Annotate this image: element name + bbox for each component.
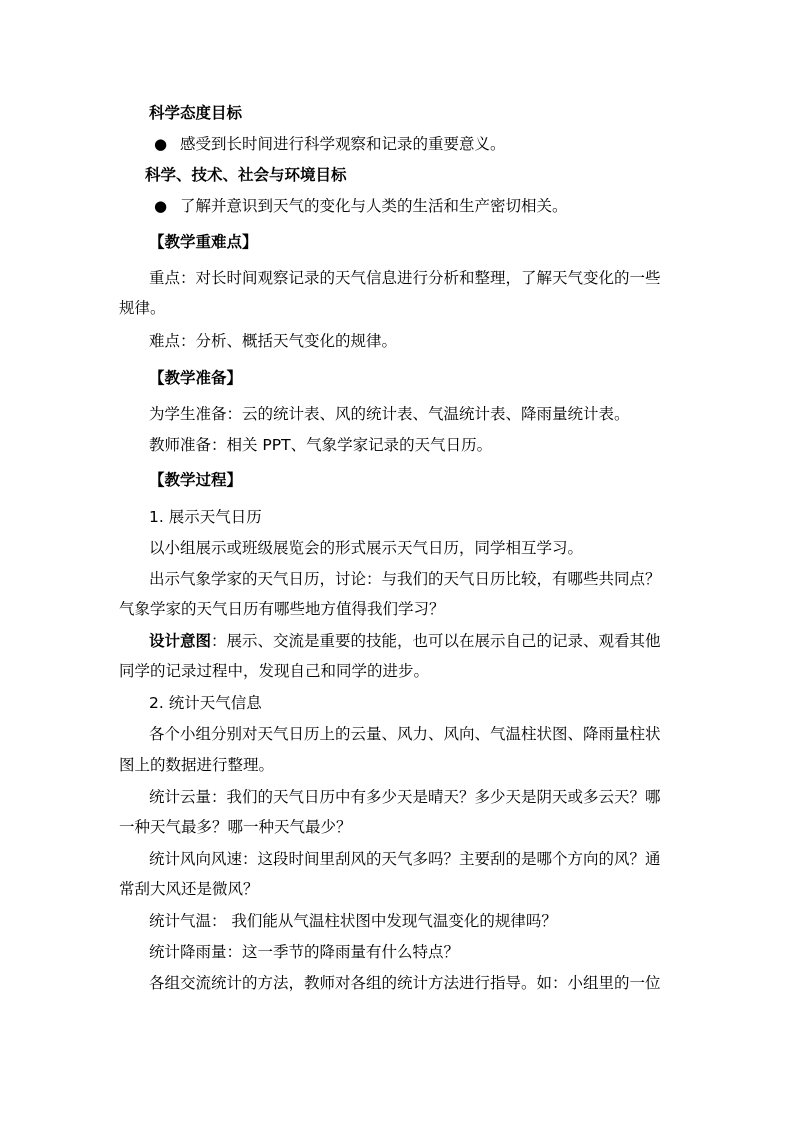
design-intent-line-1 <box>149 630 661 652</box>
key-point-line-2: 规律。 <box>119 299 166 317</box>
step1-paragraph-2-line-2: 气象学家的天气日历有哪些地方值得我们学习？ <box>119 600 445 618</box>
bullet-text-attitude: 感受到长时间进行科学观察和记录的重要意义。 <box>180 135 506 153</box>
bullet-dot-icon: ● <box>154 197 168 215</box>
temperature-stats: 统计气温： 我们能从气温柱状图中发现气温变化的规律吗？ <box>149 912 557 930</box>
design-intent-line-2: 同学的记录过程中，发现自己和同学的进步。 <box>119 662 430 680</box>
step2-paragraph-line-2: 图上的数据进行整理。 <box>119 756 275 774</box>
cloud-stats-line-2: 一种天气最多？哪一种天气最少？ <box>119 818 352 836</box>
step1-paragraph-1: 以小组展示或班级展览会的形式展示天气日历，同学相互学习。 <box>149 539 584 557</box>
prep-students: 为学生准备：云的统计表、风的统计表、气温统计表、降雨量统计表。 <box>149 405 630 423</box>
wind-stats-line-1: 统计风向风速：这段时间里刮风的天气多吗？主要刮的是哪个方向的风？通 <box>149 850 661 868</box>
heading-science-attitude: 科学态度目标 <box>149 104 243 122</box>
heading-key-difficulty: 【教学重难点】 <box>149 233 258 251</box>
prep-teacher: 教师准备：相关 PPT、气象学家记录的天气日历。 <box>149 436 493 454</box>
difficulty-point: 难点：分析、概括天气变化的规律。 <box>149 332 398 350</box>
step1-title: 1. 展示天气日历 <box>149 508 262 526</box>
design-intent-label: 设计意图 <box>149 632 212 650</box>
heading-preparation: 【教学准备】 <box>149 369 243 387</box>
heading-process: 【教学过程】 <box>149 471 243 489</box>
bullet-dot-icon: ● <box>154 135 168 153</box>
step2-paragraph-line-1: 各个小组分别对天气日历上的云量、风力、风向、气温柱状图、降雨量柱状 <box>149 725 661 743</box>
key-point-line-1: 重点：对长时间观察记录的天气信息进行分析和整理，了解天气变化的一些 <box>149 269 661 287</box>
wind-stats-line-2: 常刮大风还是微风？ <box>119 880 259 898</box>
step1-paragraph-2-line-1: 出示气象学家的天气日历，讨论：与我们的天气日历比较，有哪些共同点？ <box>149 570 661 588</box>
step2-title: 2. 统计天气信息 <box>149 694 262 712</box>
rainfall-stats: 统计降雨量：这一季节的降雨量有什么特点？ <box>149 943 460 961</box>
design-intent-text: ：展示、交流是重要的技能，也可以在展示自己的记录、观看其他 <box>211 632 661 650</box>
heading-sts-goals: 科学、技术、社会与环境目标 <box>145 166 347 184</box>
exchange-methods: 各组交流统计的方法，教师对各组的统计方法进行指导。如：小组里的一位 <box>149 974 661 992</box>
cloud-stats-line-1: 统计云量：我们的天气日历中有多少天是晴天？多少天是阴天或多云天？哪 <box>149 788 661 806</box>
bullet-text-sts: 了解并意识到天气的变化与人类的生活和生产密切相关。 <box>180 197 568 215</box>
